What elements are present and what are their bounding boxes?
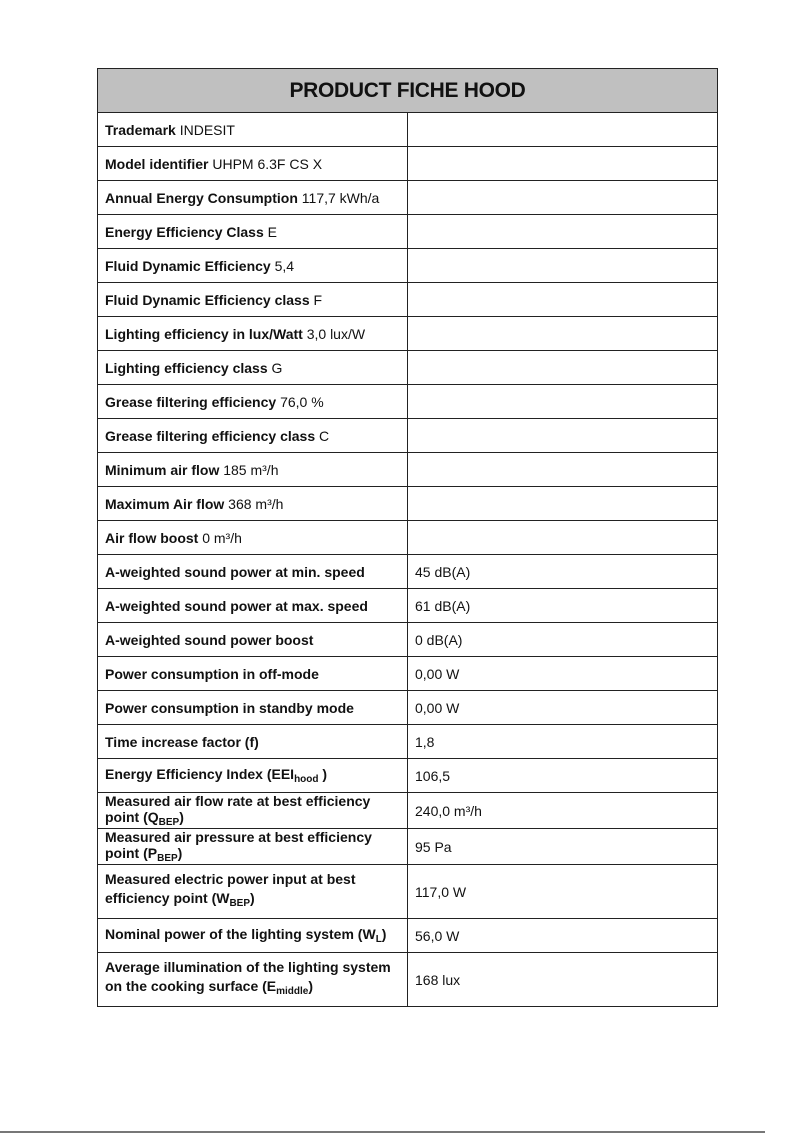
row-label-cell (98, 385, 408, 419)
row-label-cell (98, 521, 408, 555)
row-label-cell (98, 181, 408, 215)
product-fiche-table (97, 68, 718, 1007)
row-label: Power consumption in standby mode (105, 699, 354, 716)
row-label: Maximum Air flow (105, 495, 225, 512)
row-value-cell (408, 351, 718, 385)
row-label-cell (98, 113, 408, 147)
table-row (98, 249, 718, 283)
row-label: Lighting efficiency in lux/Watt (105, 325, 303, 342)
row-inline-value: 117,7 kWh/a (301, 189, 380, 206)
table-row (98, 113, 718, 147)
row-label-cell (98, 725, 408, 759)
table-row (98, 829, 718, 865)
row-label-cell (98, 953, 408, 1007)
row-value-cell: 0,00 W (408, 691, 718, 725)
row-label: A-weighted sound power at min. speed (105, 563, 365, 580)
row-label-subscript: BEP (157, 853, 178, 864)
row-label-subscript: hood (294, 774, 319, 785)
row-label: A-weighted sound power boost (105, 631, 314, 648)
row-label-cell (98, 919, 408, 953)
row-label-cell (98, 317, 408, 351)
table-row (98, 919, 718, 953)
table-row (98, 453, 718, 487)
row-value-cell (408, 419, 718, 453)
row-label: Measured electric power input at best efficiency point (W (105, 871, 356, 906)
row-inline-value: C (319, 427, 330, 444)
row-value-cell (408, 283, 718, 317)
table-row (98, 351, 718, 385)
row-label-cell (98, 487, 408, 521)
row-label: Energy Efficiency Index (EEI (105, 766, 295, 782)
row-label-subscript: BEP (158, 817, 180, 828)
row-label: Model identifier (105, 155, 209, 172)
table-row (98, 385, 718, 419)
row-label: Trademark (105, 121, 176, 138)
row-label-tail: ) (318, 766, 328, 782)
row-inline-value: INDESIT (179, 121, 235, 138)
row-label-subscript: BEP (229, 898, 251, 909)
row-inline-value: 5,4 (274, 257, 295, 274)
row-value-cell: 95 Pa (408, 829, 718, 865)
row-value-cell (408, 249, 718, 283)
page-bottom-rule (0, 1131, 765, 1133)
row-label-cell (98, 215, 408, 249)
row-value-cell: 1,8 (408, 725, 718, 759)
row-label: Lighting efficiency class (105, 359, 268, 376)
row-label-cell (98, 657, 408, 691)
row-value-cell: 106,5 (408, 759, 718, 793)
row-label: Fluid Dynamic Efficiency class (105, 291, 310, 308)
row-value-cell: 61 dB(A) (408, 589, 718, 623)
row-label-cell (98, 623, 408, 657)
row-label: Annual Energy Consumption (105, 189, 298, 206)
row-label-cell (98, 283, 408, 317)
row-value-cell (408, 453, 718, 487)
table-row (98, 725, 718, 759)
row-value-cell (408, 385, 718, 419)
row-label-cell (98, 419, 408, 453)
table-row (98, 555, 718, 589)
row-label: Grease filtering efficiency (105, 393, 277, 410)
row-label: Fluid Dynamic Efficiency (105, 257, 271, 274)
row-label-tail: ) (179, 809, 184, 825)
fiche-body (98, 113, 718, 1007)
table-row (98, 793, 718, 829)
row-inline-value: 368 m³/h (228, 495, 284, 512)
table-row (98, 657, 718, 691)
row-value-cell: 168 lux (408, 953, 718, 1007)
row-label-tail: ) (250, 890, 255, 906)
row-inline-value: F (313, 291, 323, 308)
table-row (98, 419, 718, 453)
row-value-cell: 56,0 W (408, 919, 718, 953)
row-inline-value: 3,0 lux/W (306, 325, 366, 342)
row-label: Measured air flow rate at best efficiency point (Q (105, 793, 371, 825)
row-value-cell: 0,00 W (408, 657, 718, 691)
table-row (98, 181, 718, 215)
table-row (98, 147, 718, 181)
row-label: Nominal power of the lighting system (W (105, 926, 376, 942)
row-label: Time increase factor (f) (105, 733, 259, 750)
row-label: A-weighted sound power at max. speed (105, 597, 368, 614)
row-label: Energy Efficiency Class (105, 223, 264, 240)
table-row (98, 589, 718, 623)
table-row (98, 759, 718, 793)
table-row (98, 623, 718, 657)
row-inline-value: UHPM 6.3F CS X (212, 155, 323, 172)
row-inline-value: 76,0 % (280, 393, 324, 410)
row-label: Minimum air flow (105, 461, 220, 478)
fiche-title: PRODUCT FICHE HOOD (98, 69, 718, 113)
row-value-cell (408, 215, 718, 249)
row-label-cell (98, 147, 408, 181)
row-value-cell: 45 dB(A) (408, 555, 718, 589)
row-label: Average illumination of the lighting system on the cooking surface (E (105, 959, 391, 994)
table-row (98, 487, 718, 521)
row-label: Air flow boost (105, 529, 199, 546)
table-row (98, 283, 718, 317)
row-inline-value: 0 m³/h (202, 529, 242, 546)
row-value-cell (408, 113, 718, 147)
row-value-cell: 240,0 m³/h (408, 793, 718, 829)
row-value-cell: 0 dB(A) (408, 623, 718, 657)
row-label-subscript: middle (276, 986, 309, 997)
row-label-cell (98, 249, 408, 283)
row-label-tail: ) (177, 845, 183, 861)
row-label-cell (98, 793, 408, 829)
table-row (98, 691, 718, 725)
row-label: Measured air pressure at best efficiency point (P (105, 829, 372, 861)
row-label-tail: ) (381, 926, 387, 942)
table-row (98, 953, 718, 1007)
row-label-cell (98, 759, 408, 793)
row-value-cell (408, 147, 718, 181)
row-value-cell (408, 317, 718, 351)
table-row (98, 215, 718, 249)
row-label-cell (98, 589, 408, 623)
row-label-tail: ) (308, 978, 314, 994)
row-inline-value: 185 m³/h (223, 461, 279, 478)
row-value-cell (408, 181, 718, 215)
row-value-cell (408, 487, 718, 521)
row-label: Grease filtering efficiency class (105, 427, 316, 444)
row-label-cell (98, 453, 408, 487)
row-label-cell (98, 691, 408, 725)
row-label: Power consumption in off-mode (105, 665, 319, 682)
row-inline-value: E (267, 223, 277, 240)
row-label-cell (98, 829, 408, 865)
row-label-cell (98, 865, 408, 919)
row-label-cell (98, 351, 408, 385)
table-row (98, 865, 718, 919)
row-inline-value: G (271, 359, 283, 376)
row-label-cell (98, 555, 408, 589)
table-row (98, 521, 718, 555)
row-value-cell: 117,0 W (408, 865, 718, 919)
table-row (98, 317, 718, 351)
row-label-subscript: L (375, 934, 382, 945)
row-value-cell (408, 521, 718, 555)
